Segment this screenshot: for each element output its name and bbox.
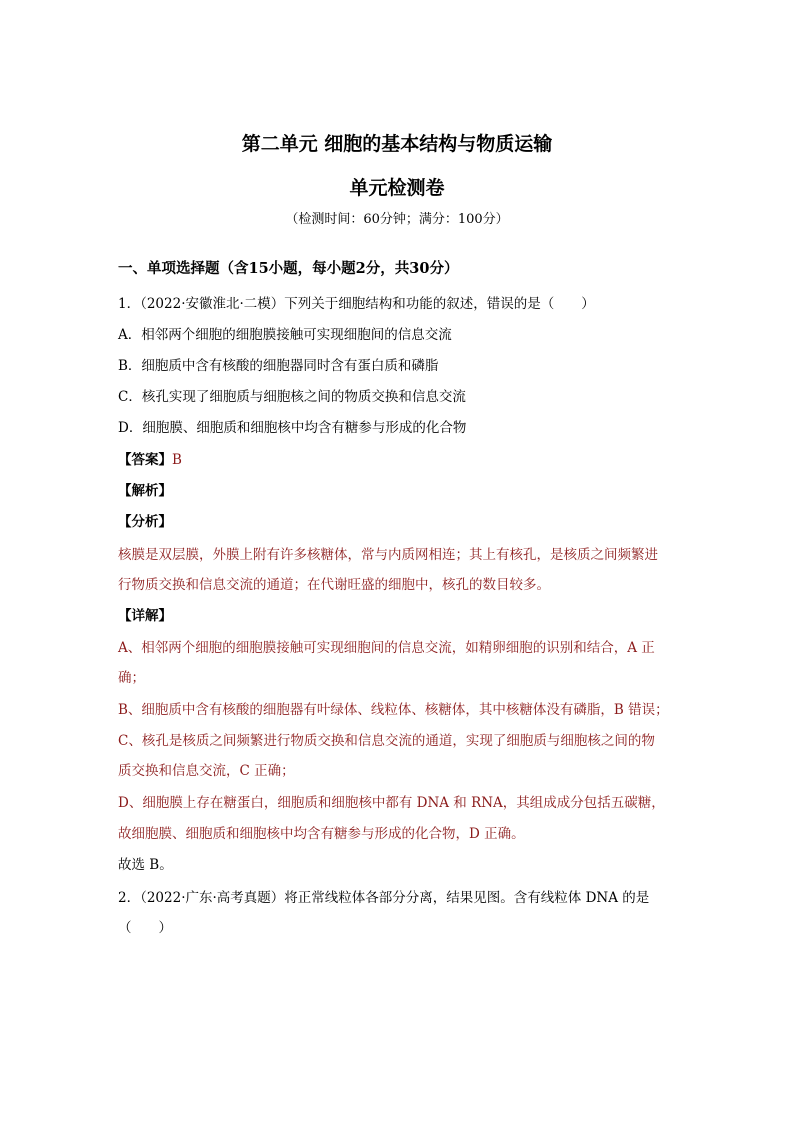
detail-line-7: 故细胞膜、细胞质和细胞核中均含有糖参与形成的化合物，D 正确。: [118, 826, 525, 842]
question-1-answer: [118, 450, 182, 470]
detail-line-2: 确；: [118, 670, 145, 686]
section-heading: 一、单项选择题（含15小题，每小题2分，共30分）: [118, 260, 459, 277]
document-subtitle: 单元检测卷: [349, 177, 445, 199]
detail-label: 【详解】: [118, 608, 172, 624]
question-1-option-b: B．细胞质中含有核酸的细胞器同时含有蛋白质和磷脂: [118, 358, 439, 374]
detail-line-5: 质交换和信息交流，C 正确；: [118, 763, 295, 779]
detail-line-1: A、相邻两个细胞的细胞膜接触可实现细胞间的信息交流，如精卵细胞的识别和结合，A 正: [118, 640, 655, 656]
fenxi-line-2: 行物质交换和信息交流的通道；在代谢旺盛的细胞中，核孔的数目较多。: [118, 577, 550, 593]
question-1-stem: 1．（2022·安徽淮北·二模）下列关于细胞结构和功能的叙述，错误的是（ ）: [118, 296, 595, 312]
document-title: 第二单元 细胞的基本结构与物质运输: [241, 133, 553, 155]
exam-meta: （检测时间：60分钟；满分：100分）: [285, 212, 509, 227]
fenxi-label: 【分析】: [118, 514, 172, 530]
detail-line-6: D、细胞膜上存在糖蛋白，细胞质和细胞核中都有 DNA 和 RNA，其组成成分包括五碳糖，: [118, 795, 665, 811]
question-1-option-c: C．核孔实现了细胞质与细胞核之间的物质交换和信息交流: [118, 389, 466, 405]
detail-line-4: C、核孔是核质之间频繁进行物质交换和信息交流的通道，实现了细胞质与细胞核之间的物: [118, 733, 655, 749]
answer-label: 【答案】: [118, 452, 172, 468]
answer-value: B: [172, 452, 182, 468]
detail-line-3: B、细胞质中含有核酸的细胞器有叶绿体、线粒体、核糖体，其中核糖体没有磷脂，B 错误；: [118, 702, 669, 718]
fenxi-line-1: 核膜是双层膜，外膜上附有许多核糖体，常与内质网相连；其上有核孔，是核质之间频繁进: [118, 547, 658, 563]
question-1-option-a: A．相邻两个细胞的细胞膜接触可实现细胞间的信息交流: [118, 327, 452, 343]
question-1-conclusion: 故选 B。: [118, 857, 173, 873]
analysis-label: 【解析】: [118, 483, 172, 499]
question-1-option-d: D．细胞膜、细胞质和细胞核中均含有糖参与形成的化合物: [118, 420, 467, 436]
question-2-stem: 2．（2022·广东·高考真题）将正常线粒体各部分分离，结果见图。含有线粒体 DNA 的是: [118, 890, 650, 906]
question-2-stem-cont: （ ）: [118, 920, 172, 936]
